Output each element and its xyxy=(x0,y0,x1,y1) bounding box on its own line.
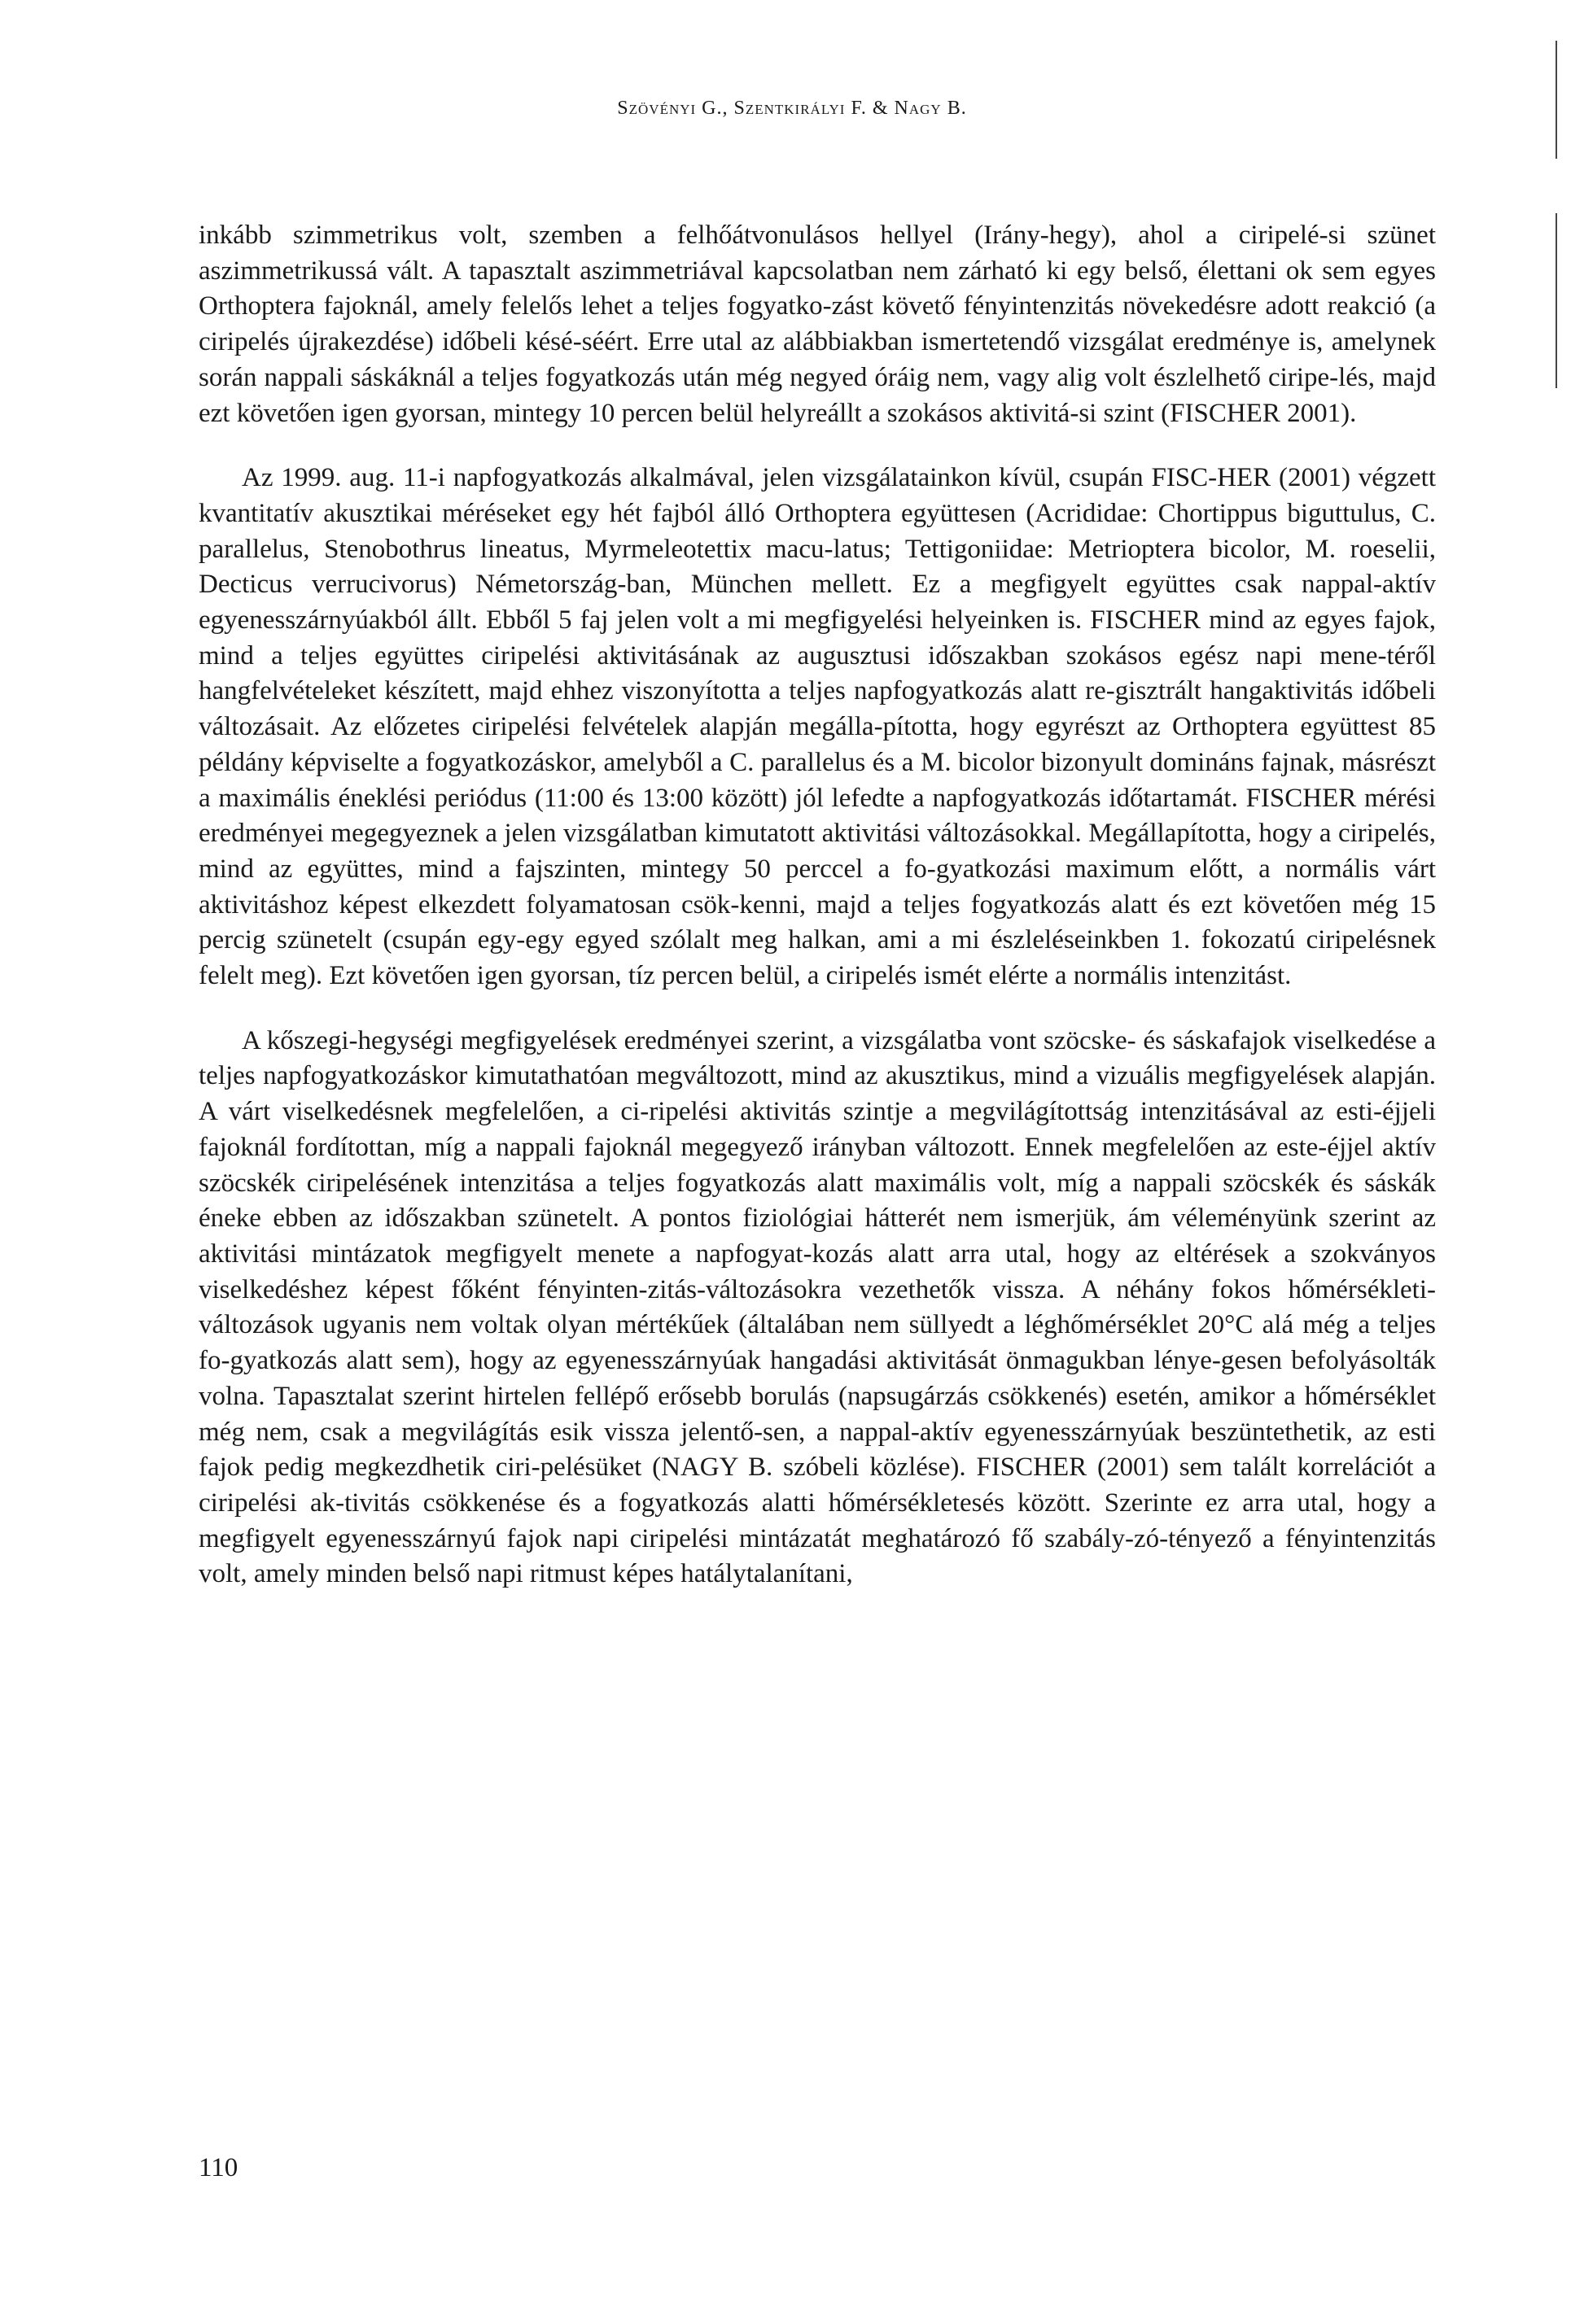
page-number: 110 xyxy=(199,2153,238,2182)
paragraph-2: Az 1999. aug. 11-i napfogyatkozás alkalmával, jelen vizsgálatainkon kívül, csupán FISC-HER (2001) végzett kvantitatív akusztikai méréseket egy hét fajból álló Orthoptera együttesen (Acrididae: Chortippus biguttulus, C. parallelus, Stenobothrus lineatus, Myrmeleotettix macu-latus; Tettigoniidae: Metrioptera bicolor, M. roeselii, Decticus verrucivorus) Németország-ban, München mellett. Ez a megfigyelt együttes csak nappal-aktív egyenesszárnyúakból állt. Ebből 5 faj jelen volt a mi megfigyelési helyeinken is. FISCHER mind az egyes fajok, mind a teljes együttes ciripelési aktivitásának az augusztusi időszakban szokásos egész napi mene-téről hangfelvételeket készített, majd ehhez viszonyította a teljes napfogyatkozás alatt re-gisztrált hangaktivitás időbeli változásait. Az előzetes ciripelési felvételek alapján megálla-pította, hogy egyrészt az Orthoptera együttest 85 példány képviselte a fogyatkozáskor, amelyből a C. parallelus és a M. bicolor bizonyult domináns fajnak, másrészt a maximális éneklési periódus (11:00 és 13:00 között) jól lefedte a napfogyatkozás időtartamát. FISCHER mérési eredményei megegyeznek a jelen vizsgálatban kimutatott aktivitási változásokkal. Megállapította, hogy a ciripelés, mind az együttes, mind a fajszinten, mintegy 50 perccel a fo-gyatkozási maximum előtt, a normális várt aktivitáshoz képest elkezdett folyamatosan csök-kenni, majd a teljes fogyatkozás alatt és ezt követően még 15 percig szünetelt (csupán egy-egy egyed szólalt meg halkan, ami a mi észleléseinkben 1. fokozatú ciripelésnek felelt meg). Ezt követően igen gyorsan, tíz percen belül, a ciripelés ismét elérte a normális intenzitást. xyxy=(199,463,1436,991)
running-head: Szövényi G., Szentkirályi F. & Nagy B. xyxy=(617,98,967,119)
margin-rule xyxy=(1556,213,1557,388)
body-text xyxy=(199,218,1436,1592)
paragraph-3: A kőszegi-hegységi megfigyelések eredményei szerint, a vizsgálatba vont szöcske- és sáskafajok viselkedése a teljes napfogyatkozáskor kimutathatóan megváltozott, mind az akusztikus, mind a vizuális megfigyelések alapján. A várt viselkedésnek megfelelően, a ci-ripelési aktivitás szintje a megvilágítottság intenzitásával az esti-éjjeli fajoknál fordítottan, míg a nappali fajoknál megegyező irányban változott. Ennek megfelelően az este-éjjel aktív szöcskék ciripelésének intenzitása a teljes fogyatkozás alatt maximális volt, míg a nappali szöcskék és sáskák éneke ebben az időszakban szünetelt. A pontos fiziológiai hátterét nem ismerjük, ám véleményünk szerint az aktivitási mintázatok megfigyelt menete a napfogyat-kozás alatt arra utal, hogy az eltérések a szokványos viselkedéshez képest főként fényinten-zitás-változásokra vezethetők vissza. A néhány fokos hőmérsékleti-változások ugyanis nem voltak olyan mértékűek (általában nem süllyedt a léghőmérséklet 20°C alá még a teljes fo-gyatkozás alatt sem), hogy az egyenesszárnyúak hangadási aktivitását önmagukban lénye-gesen befolyásolták volna. Tapasztalat szerint hirtelen fellépő erősebb borulás (napsugárzás csökkenés) esetén, amikor a hőmérséklet még nem, csak a megvilágítás esik vissza jelentő-sen, a nappal-aktív egyenesszárnyúak beszüntethetik, az esti fajok pedig megkezdhetik ciri-pelésüket (NAGY B. szóbeli közlése). FISCHER (2001) sem talált korrelációt a ciripelési ak-tivitás csökkenése és a fogyatkozás alatti hőmérsékletesés között. Szerinte ez arra utal, hogy a megfigyelt egyenesszárnyú fajok napi ciripelési mintázatát meghatározó fő szabály-zó-tényező a fényintenzitás volt, amely minden belső napi ritmust képes hatálytalanítani, xyxy=(199,1025,1436,1589)
paragraph-1: inkább szimmetrikus volt, szemben a felhőátvonulásos hellyel (Irány-hegy), ahol a ciripelé-si szünet aszimmetrikussá vált. A tapasztalt aszimmetriával kapcsolatban nem zárható ki egy belső, élettani ok sem egyes Orthoptera fajoknál, amely felelős lehet a teljes fogyatko-zást követő fényintenzitás növekedésre adott reakció (a ciripelés újrakezdése) időbeli késé-séért. Erre utal az alábbiakban ismertetendő vizsgálat eredménye is, amelynek során nappali sáskáknál a teljes fogyatkozás után még negyed óráig nem, vagy alig volt észlelhető ciripe-lés, majd ezt követően igen gyorsan, mintegy 10 percen belül helyreállt a szokásos aktivitá-si szint (FISCHER 2001). xyxy=(199,221,1436,428)
margin-rule xyxy=(1556,41,1557,159)
